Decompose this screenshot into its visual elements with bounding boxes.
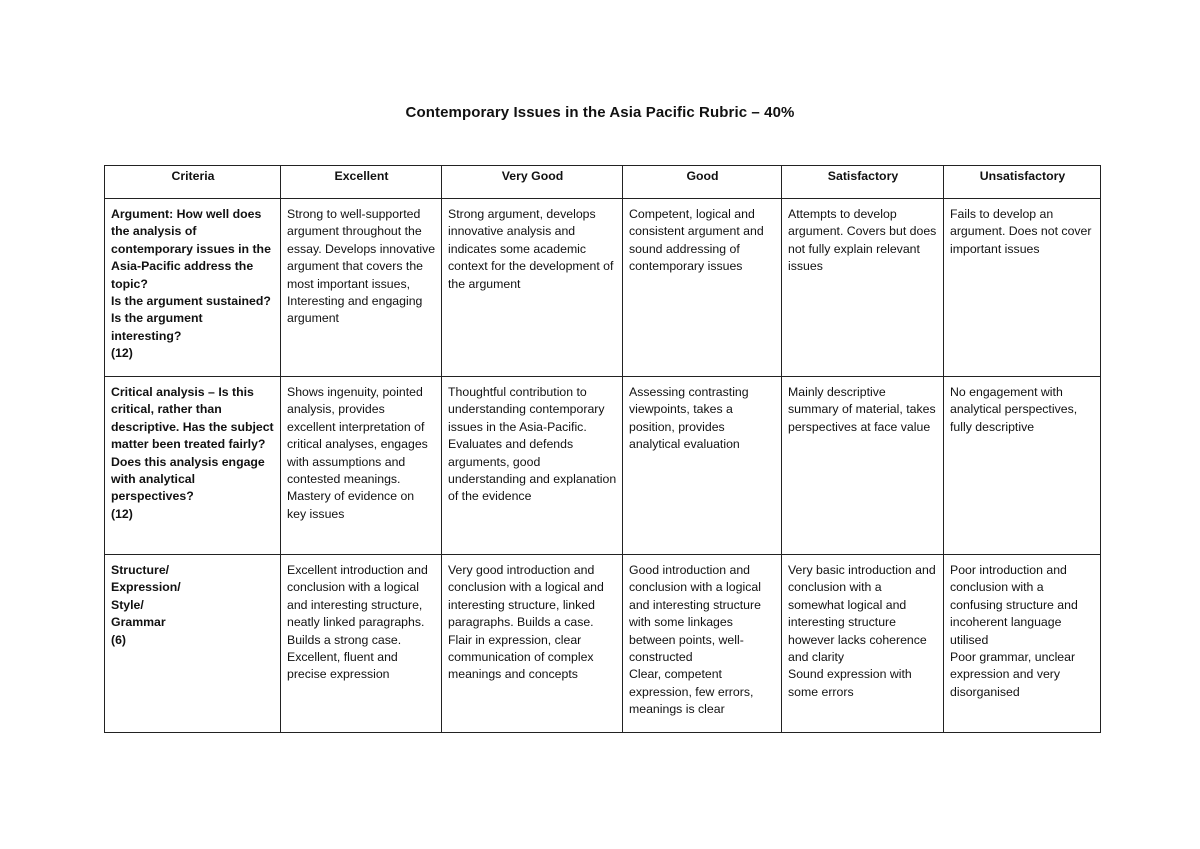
criteria-text: Structure/ — [111, 563, 170, 577]
table-row — [105, 555, 1101, 733]
header-criteria: Criteria — [105, 166, 281, 199]
descriptor-text: Good introduction and conclusion with a logical and interesting structure with some linkages between points, well-constructed — [629, 563, 761, 665]
page-title: Contemporary Issues in the Asia Pacific Rubric – 40% — [405, 104, 795, 121]
descriptor-text: Very good introduction and conclusion with a logical and interesting structure, linked paragraphs. Builds a case. — [448, 563, 604, 630]
cell-excellent — [281, 555, 442, 733]
cell-unsatisfactory: Fails to develop an argument. Does not cover important issues — [944, 199, 1101, 377]
cell-good: Competent, logical and consistent argument and sound addressing of contemporary issues — [623, 199, 782, 377]
criteria-weight: (6) — [111, 632, 127, 647]
cell-unsatisfactory — [944, 555, 1101, 733]
criteria-text: Critical analysis – Is this critical, rather than descriptive. Has the subject matter been treated fairly? Does this analysis engage with analytical perspectives? — [111, 385, 274, 504]
cell-very-good — [442, 555, 623, 733]
cell-very-good: Thoughtful contribution to understanding contemporary issues in the Asia-Pacific. Evaluates and defends arguments, good understanding and explanation of the evidence — [442, 377, 623, 555]
table-row — [105, 199, 1101, 377]
descriptor-text: Flair in expression, clear communication of complex meanings and concepts — [448, 632, 594, 682]
criteria-text: Style/ — [111, 597, 144, 612]
cell-satisfactory — [782, 555, 944, 733]
header-unsatisfactory: Unsatisfactory — [944, 166, 1101, 199]
cell-excellent: Shows ingenuity, pointed analysis, provides excellent interpretation of critical analyses, engages with assumptions and contested meanings. Mastery of evidence on key issues — [281, 377, 442, 555]
criteria-cell-critical-analysis — [105, 377, 281, 555]
criteria-text: Expression/ — [111, 580, 181, 595]
criteria-cell-argument — [105, 199, 281, 377]
cell-very-good: Strong argument, develops innovative analysis and indicates some academic context for the development of the argument — [442, 199, 623, 377]
cell-satisfactory: Attempts to develop argument. Covers but does not fully explain relevant issues — [782, 199, 944, 377]
header-satisfactory: Satisfactory — [782, 166, 944, 199]
criteria-text: Is the argument sustained? Is the argument interesting? — [111, 294, 271, 343]
descriptor-text: Poor grammar, unclear expression and very disorganised — [950, 650, 1076, 699]
descriptor-text: Excellent, fluent and precise expression — [287, 650, 398, 682]
cell-excellent: Strong to well-supported argument throughout the essay. Develops innovative argument that covers the most important issues, Interesting and engaging argument — [281, 199, 442, 377]
header-excellent: Excellent — [281, 166, 442, 199]
criteria-text: Argument: How well does the analysis of contemporary issues in the Asia-Pacific address the topic? — [111, 207, 271, 291]
criteria-text: Grammar — [111, 615, 166, 630]
rubric-table — [104, 165, 1101, 733]
descriptor-text: Poor introduction and conclusion with a confusing structure and incoherent language utilised — [950, 563, 1078, 647]
descriptor-text: Very basic introduction and conclusion with a somewhat logical and interesting structure however lacks coherence and clarity — [788, 563, 936, 665]
cell-good — [623, 555, 782, 733]
table-row — [105, 377, 1101, 555]
cell-good: Assessing contrasting viewpoints, takes a position, provides analytical evaluation — [623, 377, 782, 555]
criteria-cell-structure — [105, 555, 281, 733]
descriptor-text: Sound expression with some errors — [788, 667, 912, 699]
header-good: Good — [623, 166, 782, 199]
descriptor-text: Excellent introduction and conclusion with a logical and interesting structure, neatly linked paragraphs. Builds a strong case. — [287, 563, 428, 647]
criteria-weight: (12) — [111, 346, 133, 361]
table-header-row — [105, 166, 1101, 199]
cell-unsatisfactory: No engagement with analytical perspectives, fully descriptive — [944, 377, 1101, 555]
criteria-weight: (12) — [111, 506, 133, 521]
descriptor-text: Clear, competent expression, few errors, meanings is clear — [629, 667, 754, 717]
header-very-good: Very Good — [442, 166, 623, 199]
cell-satisfactory: Mainly descriptive summary of material, takes perspectives at face value — [782, 377, 944, 555]
